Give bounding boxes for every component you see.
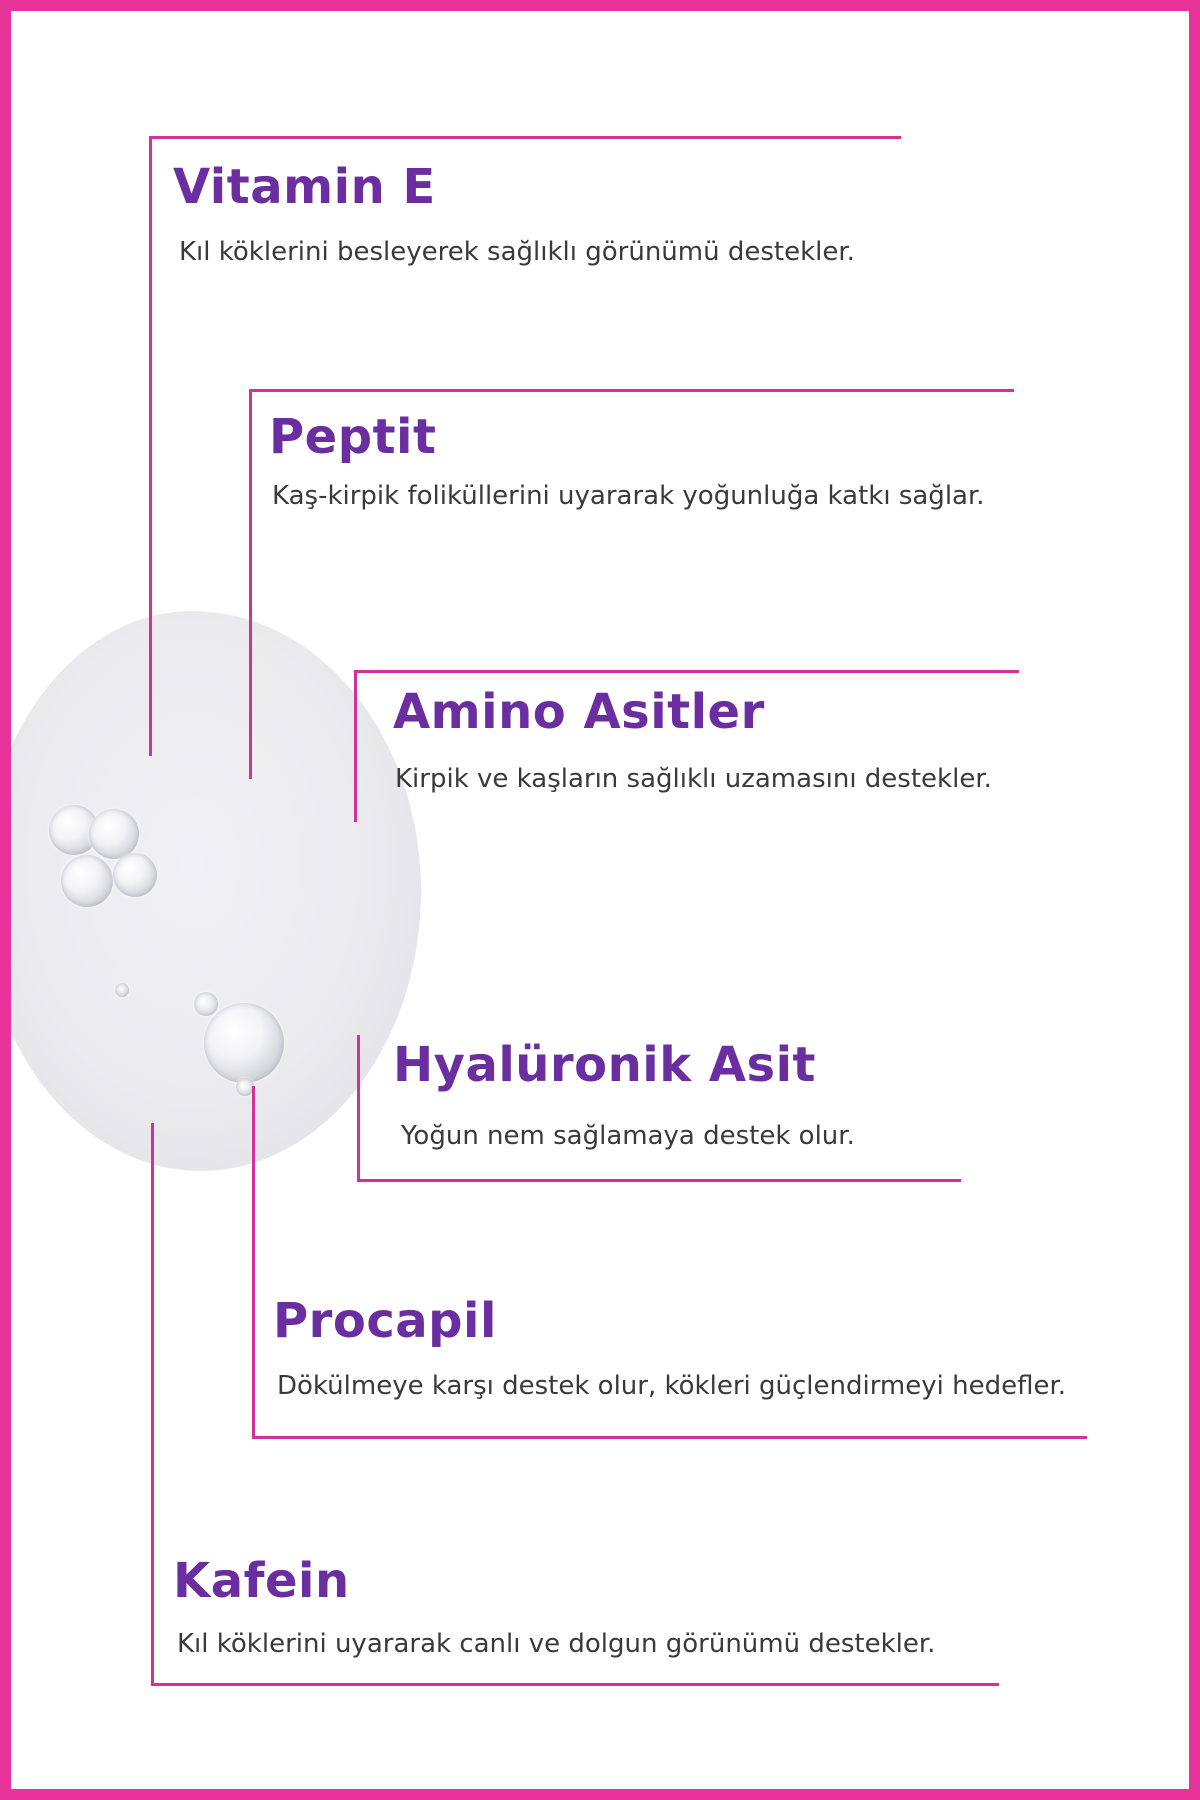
amino-asitler-line-side [354, 670, 357, 822]
ingredient-title-hyaluronik-asit: Hyalüronik Asit [393, 1037, 816, 1093]
hyaluronik-asit-line-bottom [357, 1179, 961, 1182]
peptit-line-side [249, 389, 252, 779]
bubble-icon [194, 992, 218, 1016]
ingredient-description-hyaluronik-asit: Yoğun nem sağlamaya destek olur. [401, 1121, 855, 1151]
ingredient-description-kafein: Kıl köklerini uyararak canlı ve dolgun görünümü destekler. [177, 1629, 936, 1659]
hyaluronik-asit-line-side [357, 1035, 360, 1181]
vitamin-e-line-side [149, 136, 152, 756]
vitamin-e-line-top [149, 136, 901, 139]
procapil-line-side [252, 1086, 255, 1438]
ingredient-title-amino-asitler: Amino Asitler [393, 684, 765, 740]
procapil-line-bottom [252, 1436, 1087, 1439]
bubble-icon [113, 853, 157, 897]
ingredient-title-vitamin-e: Vitamin E [173, 159, 436, 215]
ingredient-description-procapil: Dökülmeye karşı destek olur, kökleri güçlendirmeyi hedefler. [277, 1371, 1067, 1401]
bubble-icon [115, 983, 129, 997]
kafein-line-bottom [151, 1683, 999, 1686]
ingredient-description-vitamin-e: Kıl köklerini besleyerek sağlıklı görünümü destekler. [179, 237, 855, 267]
kafein-line-side [151, 1123, 154, 1686]
bubble-icon [204, 1003, 284, 1083]
ingredient-description-peptit: Kaş-kirpik foliküllerini uyararak yoğunluğa katkı sağlar. [272, 481, 985, 511]
ingredient-description-amino-asitler: Kirpik ve kaşların sağlıklı uzamasını destekler. [395, 764, 992, 794]
ingredient-title-procapil: Procapil [273, 1293, 497, 1349]
ingredient-title-kafein: Kafein [173, 1553, 350, 1609]
amino-asitler-line-top [354, 670, 1019, 673]
bubble-icon [61, 855, 113, 907]
bubble-icon [89, 809, 139, 859]
peptit-line-top [249, 389, 1014, 392]
ingredient-title-peptit: Peptit [269, 409, 437, 465]
